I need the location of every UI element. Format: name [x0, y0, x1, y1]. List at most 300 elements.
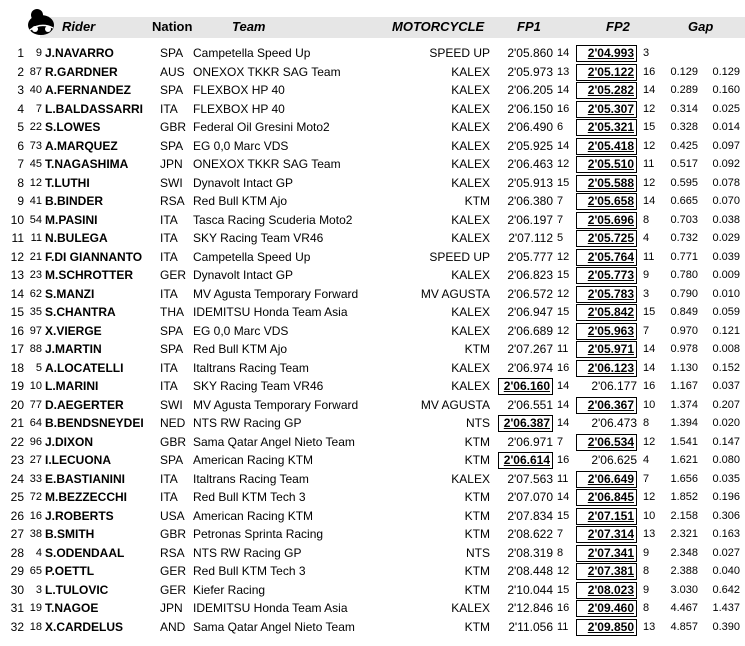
fp1-lap: 15	[557, 509, 570, 522]
rider-number: 62	[29, 287, 42, 300]
nation-code: GBR	[160, 434, 187, 449]
fp2-lap: 4	[643, 232, 650, 244]
position: 15	[10, 305, 24, 319]
rider-name: S.CHANTRA	[45, 305, 116, 319]
position: 5	[17, 120, 24, 134]
fp2-lap: 12	[643, 491, 656, 503]
motorcycle-make: KALEX	[451, 157, 490, 171]
position: 23	[10, 453, 24, 467]
rider-name: F.DI GIANNANTO	[45, 249, 143, 264]
gap-to-leader: 0.517	[670, 158, 698, 170]
table-row	[0, 581, 745, 600]
gap-to-previous: 0.009	[712, 269, 740, 281]
motorcycle-make: KALEX	[451, 268, 490, 282]
motorcycle-make: KALEX	[451, 175, 490, 190]
fp2-time-best: 2'06.534	[576, 434, 637, 451]
table-row	[0, 248, 745, 267]
fp1-time: 2'05.913	[507, 175, 553, 190]
rider-name: M.SCHROTTER	[45, 268, 133, 282]
fp2-time-best: 2'05.783	[576, 286, 637, 303]
position: 25	[10, 490, 24, 504]
fp2-lap: 8	[643, 417, 650, 429]
position: 30	[10, 582, 24, 597]
fp1-lap: 14	[557, 47, 570, 59]
nation-code: SWI	[160, 175, 183, 190]
table-row	[0, 285, 745, 304]
gap-to-leader: 0.425	[670, 139, 698, 152]
nation-code: SPA	[160, 342, 184, 356]
gap-to-leader: 0.665	[670, 195, 698, 207]
gap-to-previous: 0.039	[712, 250, 740, 263]
motorcycle-make: KALEX	[451, 305, 490, 319]
fp2-lap: 4	[643, 454, 650, 466]
fp2-time-best: 2'05.773	[576, 267, 637, 284]
fp2-lap: 15	[643, 121, 656, 133]
gap-to-leader: 4.857	[670, 620, 698, 633]
rider-name: J.ROBERTS	[45, 508, 114, 523]
fp2-lap: 14	[643, 343, 656, 355]
nation-code: JPN	[160, 601, 183, 615]
fp2-lap: 16	[643, 380, 656, 392]
motorcycle-make: KALEX	[451, 212, 490, 227]
rider-number: 12	[29, 176, 42, 189]
table-row	[0, 211, 745, 230]
rider-name: E.BASTIANINI	[45, 471, 126, 486]
motorcycle-make: MV AGUSTA	[420, 286, 490, 301]
fp2-lap: 9	[643, 269, 650, 281]
position: 9	[17, 194, 24, 208]
nation-code: SPA	[160, 46, 184, 60]
fp1-time: 2'06.380	[507, 194, 553, 208]
fp2-lap: 8	[643, 213, 650, 226]
fp1-lap: 15	[557, 269, 570, 281]
fp1-time: 2'08.448	[507, 564, 553, 578]
gap-to-leader: 0.732	[670, 232, 698, 244]
motorcycle-make: KALEX	[451, 101, 490, 116]
fp1-time: 2'06.689	[507, 323, 553, 338]
gap-to-leader: 0.790	[670, 287, 698, 300]
fp2-time-best: 2'06.845	[576, 489, 637, 506]
fp1-time: 2'06.947	[507, 305, 553, 319]
fp2-time-best: 2'05.696	[576, 212, 637, 229]
gap-to-previous: 0.163	[712, 528, 740, 540]
header-fp1: FP1	[517, 19, 541, 34]
gap-to-previous: 0.092	[712, 158, 740, 170]
fp2-lap: 12	[643, 176, 656, 189]
rider-name: L.TULOVIC	[45, 582, 109, 597]
gap-to-leader: 0.771	[670, 250, 698, 263]
nation-code: USA	[160, 508, 185, 523]
fp2-time-best: 2'07.341	[576, 545, 637, 562]
fp1-time: 2'06.463	[507, 157, 553, 171]
rider-number: 22	[29, 121, 42, 133]
team-name: NTS RW Racing GP	[193, 545, 302, 560]
fp2-time: 2'06.625	[591, 453, 637, 467]
gap-to-leader: 0.849	[670, 306, 698, 318]
team-name: Dynavolt Intact GP	[193, 175, 294, 190]
position: 14	[10, 286, 24, 301]
fp1-time-best: 2'06.160	[498, 378, 553, 395]
gap-to-leader: 2.321	[670, 528, 698, 540]
fp2-time-best: 2'06.367	[576, 397, 637, 414]
rider-name: B.BINDER	[45, 194, 104, 208]
fp1-lap: 14	[557, 398, 570, 411]
rider-name: T.NAGOE	[45, 601, 99, 615]
rider-name: J.MARTIN	[45, 342, 102, 356]
fp2-lap: 12	[643, 139, 656, 152]
gap-to-leader: 0.314	[670, 102, 698, 115]
fp2-lap: 12	[643, 435, 656, 448]
rider-number: 18	[29, 620, 42, 633]
fp1-lap: 16	[557, 102, 570, 115]
fp1-lap: 15	[557, 583, 570, 596]
rider-number: 5	[35, 361, 42, 374]
position: 10	[10, 212, 24, 227]
nation-code: SPA	[160, 453, 184, 467]
gap-to-leader: 1.374	[670, 398, 698, 411]
table-row	[0, 451, 745, 470]
rider-name: X.VIERGE	[45, 323, 102, 338]
table-row	[0, 44, 745, 63]
rider-number: 77	[29, 398, 42, 411]
table-row	[0, 470, 745, 489]
team-name: American Racing KTM	[193, 508, 314, 523]
fp2-lap: 14	[643, 195, 656, 207]
rider-number: 11	[30, 232, 42, 244]
team-name: IDEMITSU Honda Team Asia	[193, 601, 348, 615]
gap-to-leader: 0.289	[670, 84, 698, 96]
fp1-lap: 12	[557, 565, 570, 577]
table-row	[0, 562, 745, 581]
table-row	[0, 303, 745, 322]
rider-number: 88	[29, 343, 42, 355]
nation-code: ITA	[160, 360, 178, 375]
motorcycle-make: KALEX	[451, 323, 490, 338]
fp1-time: 2'05.860	[507, 46, 553, 60]
fp1-time: 2'11.056	[508, 619, 553, 634]
fp1-lap: 8	[557, 546, 564, 559]
motorcycle-make: NTS	[466, 545, 490, 560]
motorcycle-make: KTM	[464, 582, 490, 597]
fp1-time-best: 2'06.387	[498, 415, 553, 432]
team-name: Kiefer Racing	[193, 582, 266, 597]
fp2-lap: 16	[643, 65, 656, 78]
gap-to-leader: 3.030	[670, 583, 698, 596]
fp2-time-best: 2'05.658	[576, 193, 637, 210]
team-name: FLEXBOX HP 40	[193, 83, 285, 97]
fp1-lap: 7	[557, 213, 564, 226]
rider-number: 45	[29, 158, 42, 170]
fp1-lap: 7	[557, 528, 564, 540]
fp2-lap: 7	[643, 324, 650, 337]
fp1-time: 2'06.974	[507, 360, 553, 375]
rider-number: 64	[29, 417, 42, 429]
position: 6	[17, 138, 24, 153]
rider-name: J.DIXON	[45, 434, 94, 449]
fp1-time: 2'05.973	[507, 64, 553, 79]
motorcycle-make: KTM	[464, 619, 490, 634]
position: 21	[10, 416, 24, 430]
gap-to-previous: 0.038	[712, 213, 740, 226]
gap-to-previous: 0.097	[712, 139, 740, 152]
nation-code: ITA	[160, 490, 178, 504]
gap-to-previous: 0.070	[712, 195, 740, 207]
rider-name: L.BALDASSARRI	[45, 101, 143, 116]
fp1-lap: 11	[557, 620, 569, 633]
position: 29	[10, 564, 24, 578]
fp2-lap: 3	[643, 47, 650, 59]
motorcycle-make: KALEX	[451, 471, 490, 486]
gap-to-leader: 0.328	[670, 121, 698, 133]
motorcycle-make: KTM	[464, 194, 490, 208]
fp1-time: 2'06.823	[507, 268, 553, 282]
position: 17	[10, 342, 24, 356]
table-row	[0, 118, 745, 137]
rider-number: 38	[29, 528, 42, 540]
team-name: Italtrans Racing Team	[193, 360, 309, 375]
fp2-time: 2'06.177	[591, 379, 637, 393]
table-row	[0, 229, 745, 248]
rider-name: A.FERNANDEZ	[45, 83, 131, 97]
gap-to-leader: 2.158	[670, 509, 698, 522]
gap-to-previous: 0.306	[712, 509, 740, 522]
fp2-lap: 11	[643, 158, 655, 170]
team-name: Sama Qatar Angel Nieto Team	[193, 619, 355, 634]
rider-number: 40	[29, 84, 42, 96]
fp2-time-best: 2'09.850	[576, 619, 637, 636]
rider-name: S.LOWES	[45, 120, 101, 134]
results-table	[0, 44, 745, 636]
gap-to-previous: 0.129	[712, 65, 740, 78]
nation-code: ITA	[160, 286, 178, 301]
team-name: SKY Racing Team VR46	[193, 379, 324, 393]
rider-number: 3	[35, 583, 42, 596]
rider-number: 97	[29, 324, 42, 337]
rider-number: 96	[29, 435, 42, 448]
fp2-lap: 12	[643, 102, 656, 115]
team-name: Campetella Speed Up	[193, 249, 311, 264]
rider-number: 27	[29, 454, 42, 466]
table-row	[0, 544, 745, 563]
fp2-lap: 15	[643, 306, 656, 318]
fp1-time: 2'06.551	[507, 397, 553, 412]
fp1-lap: 12	[557, 250, 570, 263]
table-row	[0, 433, 745, 452]
fp2-time-best: 2'05.282	[576, 82, 637, 99]
position: 22	[10, 434, 24, 449]
team-name: EG 0,0 Marc VDS	[193, 323, 289, 338]
rider-number: 23	[29, 269, 42, 281]
gap-to-leader: 1.130	[670, 361, 698, 374]
fp2-lap: 9	[643, 546, 650, 559]
fp2-time-best: 2'05.321	[576, 119, 637, 136]
fp1-lap: 16	[557, 602, 570, 614]
fp2-time-best: 2'05.588	[576, 175, 637, 192]
team-name: Red Bull KTM Ajo	[193, 194, 288, 208]
team-name: Italtrans Racing Team	[193, 471, 309, 486]
gap-to-previous: 0.025	[712, 102, 740, 115]
rider-number: 7	[35, 102, 42, 115]
position: 26	[10, 508, 24, 523]
fp1-lap: 15	[557, 306, 570, 318]
nation-code: AUS	[160, 64, 185, 79]
fp1-time: 2'07.070	[507, 490, 553, 504]
gap-to-leader: 0.978	[670, 343, 698, 355]
gap-to-previous: 0.196	[712, 491, 740, 503]
team-name: SKY Racing Team VR46	[193, 231, 324, 245]
motorcycle-make: MV AGUSTA	[420, 397, 490, 412]
table-row	[0, 396, 745, 415]
gap-to-previous: 0.390	[712, 620, 740, 633]
position: 11	[11, 231, 24, 245]
nation-code: ITA	[160, 379, 178, 393]
rider-name: D.AEGERTER	[45, 397, 124, 412]
nation-code: ITA	[160, 101, 178, 116]
fp2-time-best: 2'08.023	[576, 582, 637, 599]
fp2-time-best: 2'05.510	[576, 156, 637, 173]
table-row	[0, 155, 745, 174]
table-header	[0, 0, 745, 40]
position: 7	[17, 157, 24, 171]
table-row	[0, 525, 745, 544]
fp1-lap: 13	[557, 65, 570, 78]
motorcycle-make: KTM	[464, 434, 490, 449]
fp1-time: 2'06.572	[507, 286, 553, 301]
motorcycle-make: KTM	[464, 453, 490, 467]
position: 31	[10, 601, 24, 615]
gap-to-previous: 1.437	[712, 602, 740, 614]
gap-to-previous: 0.642	[712, 583, 740, 596]
rider-number: 72	[29, 491, 42, 503]
fp2-time-best: 2'07.381	[576, 563, 637, 580]
team-name: Red Bull KTM Tech 3	[193, 564, 306, 578]
header-motorcycle: MOTORCYCLE	[392, 19, 485, 34]
table-row	[0, 377, 745, 396]
fp1-lap: 15	[557, 176, 570, 189]
team-name: Campetella Speed Up	[193, 46, 311, 60]
fp2-lap: 13	[643, 528, 656, 540]
fp1-lap: 14	[557, 380, 570, 392]
position: 28	[10, 545, 24, 560]
nation-code: SPA	[160, 323, 184, 338]
team-name: Sama Qatar Angel Nieto Team	[193, 434, 355, 449]
rider-name: A.MARQUEZ	[45, 138, 118, 153]
fp1-lap: 12	[557, 324, 570, 337]
gap-to-previous: 0.160	[712, 84, 740, 96]
gap-to-leader: 0.780	[670, 269, 698, 281]
fp2-time-best: 2'05.418	[576, 138, 637, 155]
motorcycle-make: KALEX	[451, 64, 490, 79]
fp2-lap: 8	[643, 565, 650, 577]
motorcycle-make: SPEED UP	[429, 249, 490, 264]
rider-number: 54	[29, 213, 42, 226]
rider-name: A.LOCATELLI	[45, 360, 124, 375]
motorcycle-make: NTS	[466, 416, 490, 430]
gap-to-previous: 0.152	[712, 361, 740, 374]
team-name: MV Agusta Temporary Forward	[193, 286, 359, 301]
fp2-time-best: 2'05.307	[576, 101, 637, 118]
team-name: MV Agusta Temporary Forward	[193, 397, 359, 412]
table-row	[0, 100, 745, 119]
fp1-lap: 11	[557, 472, 569, 485]
rider-number: 16	[29, 509, 42, 522]
fp1-time: 2'10.044	[507, 582, 553, 597]
position: 3	[17, 83, 24, 97]
rider-name: R.GARDNER	[45, 64, 118, 79]
position: 18	[10, 360, 24, 375]
team-name: NTS RW Racing GP	[193, 416, 302, 430]
nation-code: GBR	[160, 120, 187, 134]
fp1-lap: 7	[557, 435, 564, 448]
fp1-lap: 16	[557, 454, 570, 466]
position: 32	[10, 619, 24, 634]
fp1-time: 2'08.622	[507, 527, 553, 541]
nation-code: GBR	[160, 527, 187, 541]
rider-name: I.LECUONA	[45, 453, 111, 467]
rider-name: T.NAGASHIMA	[45, 157, 129, 171]
team-name: FLEXBOX HP 40	[193, 101, 285, 116]
rider-name: M.PASINI	[45, 212, 98, 227]
gap-to-previous: 0.207	[712, 398, 740, 411]
team-name: ONEXOX TKKR SAG Team	[193, 157, 341, 171]
gap-to-leader: 0.129	[670, 65, 698, 78]
position: 20	[10, 397, 24, 412]
fp2-time-best: 2'09.460	[576, 600, 637, 617]
gap-to-previous: 0.035	[712, 472, 740, 485]
nation-code: THA	[160, 305, 184, 319]
team-name: ONEXOX TKKR SAG Team	[193, 64, 341, 79]
table-row	[0, 174, 745, 193]
nation-code: SWI	[160, 397, 183, 412]
fp1-time: 2'06.197	[507, 212, 553, 227]
fp2-lap: 13	[643, 620, 656, 633]
gap-to-leader: 2.388	[670, 565, 698, 577]
nation-code: ITA	[160, 249, 178, 264]
fp1-time: 2'05.925	[507, 138, 553, 153]
header-rider: Rider	[62, 19, 96, 34]
fp2-time-best: 2'06.123	[576, 360, 637, 377]
fp2-time: 2'06.473	[591, 416, 637, 430]
fp2-time-best: 2'05.963	[576, 323, 637, 340]
position: 8	[17, 175, 24, 190]
position: 24	[10, 471, 24, 486]
nation-code: SPA	[160, 83, 184, 97]
nation-code: SPA	[160, 138, 184, 153]
rider-name: S.ODENDAAL	[45, 545, 125, 560]
position: 1	[17, 46, 24, 60]
table-row	[0, 322, 745, 341]
fp1-time: 2'07.267	[507, 342, 553, 356]
motorcycle-make: SPEED UP	[429, 46, 490, 60]
team-name: Dynavolt Intact GP	[193, 268, 294, 282]
fp1-time: 2'06.490	[507, 120, 553, 134]
header-nation: Nation	[152, 19, 193, 34]
gap-to-previous: 0.078	[712, 176, 740, 189]
fp1-time: 2'07.112	[508, 231, 553, 245]
table-row	[0, 137, 745, 156]
motorcycle-make: KALEX	[451, 601, 490, 615]
rider-name: B.BENDSNEYDEI	[45, 416, 144, 430]
position: 13	[10, 268, 24, 282]
team-name: Federal Oil Gresini Moto2	[193, 120, 330, 134]
rider-name: N.BULEGA	[45, 231, 108, 245]
gap-to-previous: 0.080	[712, 454, 740, 466]
nation-code: JPN	[160, 157, 183, 171]
team-name: Red Bull KTM Ajo	[193, 342, 288, 356]
gap-to-leader: 2.348	[670, 546, 698, 559]
gap-to-previous: 0.020	[712, 417, 740, 429]
fp1-lap: 5	[557, 232, 564, 244]
